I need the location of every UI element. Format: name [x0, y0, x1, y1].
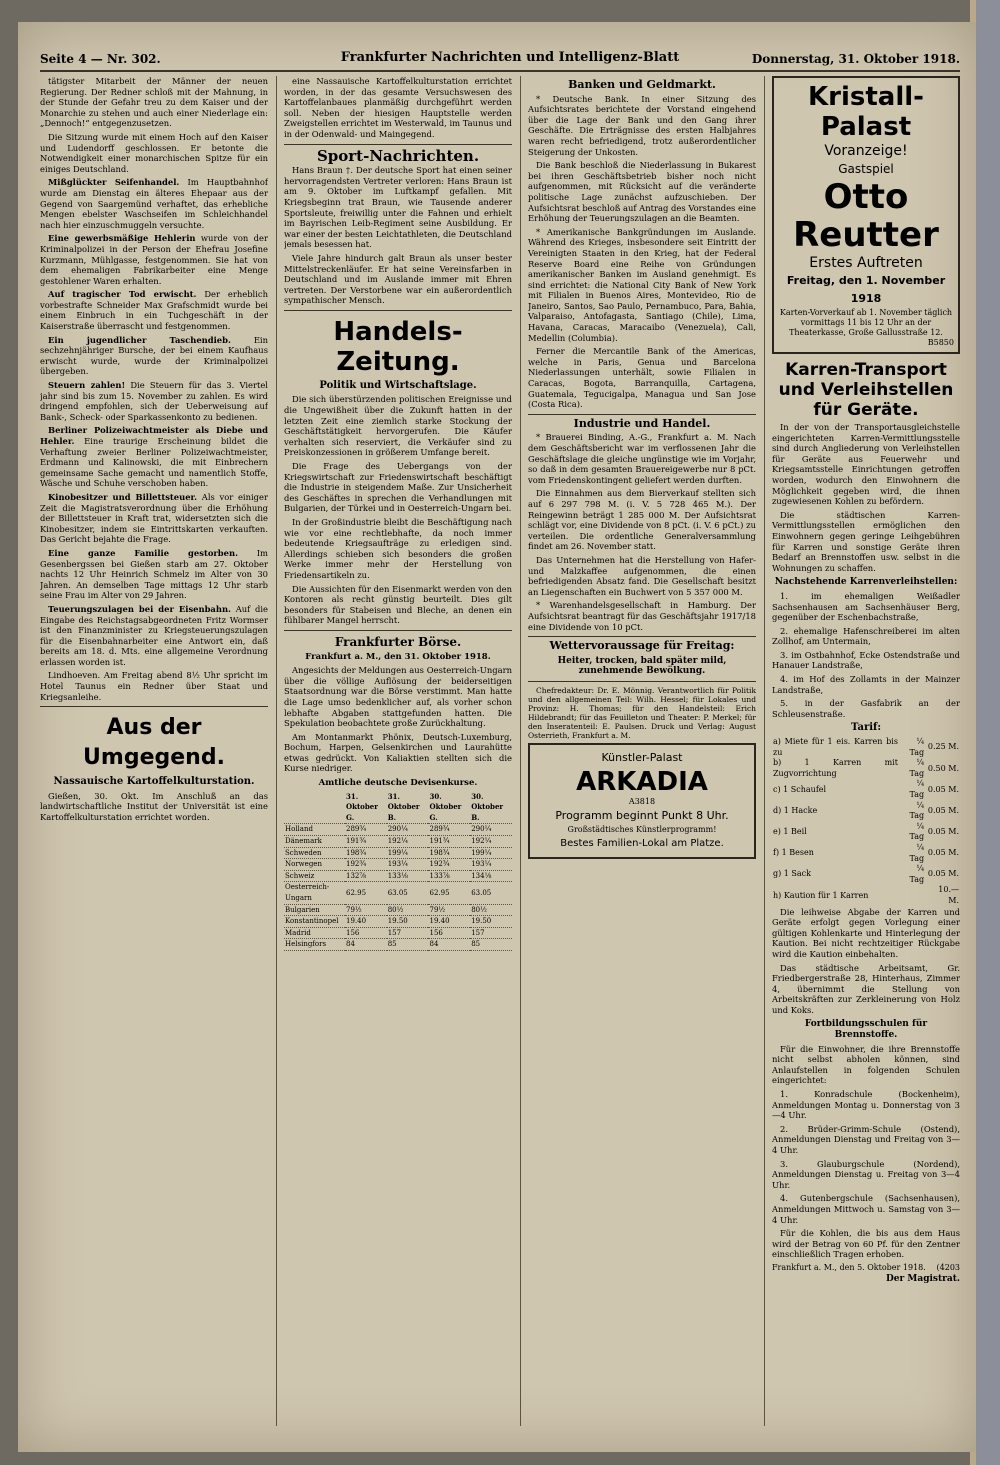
weather-forecast: Heiter, trocken, bald später mild, zunehmende Bewölkung.: [557, 655, 727, 677]
ad-programm-sub: Großstädtisches Künstlerprogramm!: [567, 824, 717, 834]
table-row: [284, 882, 512, 904]
article-text: Die Einnahmen aus dem Bierverkauf stellten sich auf 6 297 798 M. (i. V. 5 728 465 M.). Der Reingewinn beträgt 1 285 000 M. Der Aufsichtsrat schlägt vor, eine Dividende von 8 pCt. (i. V. 6 pCt.) zu verteilen. Die ordentliche Generalversammlung findet am 26. November statt.: [528, 488, 756, 552]
section-title-sport: Sport-Nachrichten.: [316, 146, 480, 165]
ad-freitag: Freitag, den 1. November 1918: [786, 274, 946, 305]
table-cell: 157: [470, 927, 512, 939]
table-row: [284, 916, 512, 928]
subsection-title: Nassauische Kartoffelkulturstation.: [53, 776, 255, 788]
item-heading: Auf tragischer Tod erwischt.: [48, 289, 197, 300]
devisen-col-header: 30. Oktober B.: [470, 792, 512, 824]
table-cell: Helsingfors: [284, 939, 345, 951]
article-text: Das städtische Arbeitsamt, Gr. Friedbergerstraße 28, Hinterhaus, Zimmer 4, übernimmt die Stellung von Arbeitskräften zur Zerkleinerung von Holz und Koks.: [772, 962, 960, 1015]
news-item: Auf tragischer Tod erwischt. Der erheblich vorbestrafte Schneider Max Grafschmidt wurde bei einem Einbruch in ein Tuchgeschäft in der Kaiserstraße überrascht und festgenommen.: [40, 289, 268, 332]
news-item: Berliner Polizeiwachtmeister als Diebe und Hehler. Eine traurige Erscheinung bildet die Verhaftung zweier Berliner Polizeiwachtmeister, Erdmann und Kalinowski, die mit Einbrechern gemeinsame Sache gemacht und namentlich Stoffe, Wäsche und Schuhe verschoben haben.: [40, 425, 268, 489]
list-item: 3. im Ostbahnhof, Ecke Ostendstraße und Hanauer Landstraße,: [772, 649, 960, 671]
divider: [528, 414, 756, 415]
table-cell: Norwegen: [284, 859, 345, 871]
divider: [284, 630, 512, 631]
sign-place: Frankfurt a. M., den 5. Oktober 1918.: [772, 1262, 926, 1272]
table-cell: ¼ Tag: [909, 758, 925, 778]
tarif-title: Tarif:: [850, 722, 882, 734]
item-heading: Ein jugendlicher Taschendieb.: [48, 334, 231, 345]
ad-arkadia: [528, 743, 756, 859]
article-text: Die leihweise Abgabe der Karren und Geräte erfolgt gegen Vorlegung einer gültigen Kohlenkarte und Hinterlegung der Kaution. Bei nicht rechtzeitiger Rückgabe wird die Kaution einbehalten.: [772, 906, 960, 959]
table-cell: 289¾: [428, 824, 470, 836]
table-cell: Bulgarien: [284, 904, 345, 916]
table-cell: 10.— M.: [938, 885, 959, 905]
table-cell: Dänemark: [284, 836, 345, 848]
article-text: Gießen, 30. Okt. Im Anschluß an das landwirtschaftliche Institut der Universität ist eine Kartoffelkulturstation errichtet worden.: [40, 790, 268, 823]
devisen-table: [284, 792, 512, 951]
list-item: 2. Brüder-Grimm-Schule (Ostend), Anmeldungen Dienstag und Freitag von 3—4 Uhr.: [772, 1123, 960, 1155]
table-cell: 19.50: [387, 916, 429, 928]
table-cell: d) 1 Hacke: [773, 805, 818, 815]
table-cell: 0.05 M.: [927, 805, 959, 815]
table-cell: 156: [345, 927, 387, 939]
section-title-boerse: Frankfurter Börse.: [334, 634, 462, 649]
article-text: Die Aussichten für den Eisenmarkt werden von den Kontoren als recht günstig beurteilt. Dies gilt besonders für Stabeisen und Bleche, an denen ein fühlbarer Mangel herrscht.: [284, 583, 512, 626]
ad-code: B5850: [927, 338, 954, 347]
article-text: Das Unternehmen hat die Herstellung von Hafer- und Malzkaffee aufgenommen, die einen befriedigenden Absatz fand. Die Gesellschaft besitzt an Liegenschaften ein Buchwert von 5 357 000 M.: [528, 554, 756, 597]
table-cell: 134⅛: [470, 870, 512, 882]
table-row: [772, 864, 960, 885]
ad-karten: Karten-Vorverkauf ab 1. November täglich vormittags 11 bis 12 Uhr an der Theaterkasse, Große Gallusstraße 12.: [779, 308, 953, 337]
table-cell: 192¼: [470, 836, 512, 848]
article-text: Die Sitzung wurde mit einem Hoch auf den Kaiser und Ludendorff geschlossen. Er betonte die Notwendigkeit einer monarchischen Spitze für ein einiges Deutschland.: [40, 131, 268, 174]
table-cell: 79½: [428, 904, 470, 916]
impressum: Chefredakteur: Dr. E. Mönnig. Verantwortlich für Politik und den allgemeinen Teil: Wilh. Hessel; für Lokales und Provinz: H. Thomas; für den Handelsteil: Erich Hildebrandt; für das Feuilleton und Theater: P. Merkel; für den Inseratenteil: E. Paulsen. Druck und Verlag: August Osterrieth, Frankfurt a. M.: [528, 685, 756, 740]
table-cell: f) 1 Besen: [773, 848, 814, 858]
table-cell: 0.50 M.: [927, 763, 959, 773]
article-text: Hans Braun †. Der deutsche Sport hat einen seiner hervorragendsten Vertreter verloren: Hans Braun ist am 9. Oktober im Luftkampf gefallen. Mit Kriegsbeginn trat Braun, wie Tausende anderer Sportsleute, freiwillig unter die Fahnen und erhielt im Bayrischen Leib-Regiment seine Ausbildung. Er war einer der besten Leichtathleten, die Deutschland jemals besessen hat.: [284, 165, 512, 250]
table-row: [284, 836, 512, 848]
table-row: [772, 758, 960, 779]
table-cell: 84: [345, 939, 387, 951]
article-text: * Amerikanische Bankgründungen im Auslande. Während des Krieges, insbesondere seit Eintritt der Vereinigten Staaten in den Krieg, hat der Federal Reserve Board eine Reihe von Gründungen amerikanischer Banken im Ausland genehmigt. Es sind errichtet: die National City Bank of New York mit Filialen in Buenos Aires, Montevideo, Rio de Janeiro, Santos, Sao Paulo, Pernambuco, Para, Bahia, Valparaiso, Antofagasta, Santiago (Chile), Lima, Havana, Caracas, Maracaibo (Venezuela), Cali, Medellin (Columbia).: [528, 226, 756, 343]
table-row: [772, 779, 960, 800]
item-heading: Eine gewerbsmäßige Hehlerin: [48, 233, 196, 244]
table-cell: 62.95: [345, 882, 387, 904]
ad-kristall-palast: [772, 76, 960, 354]
list-item: 1. Konradschule (Bockenheim), Anmeldungen Montag u. Donnerstag von 3—4 Uhr.: [772, 1089, 960, 1121]
table-cell: 199¼: [387, 847, 429, 859]
table-row: [284, 859, 512, 871]
list-item: 5. in der Gasfabrik an der Schleusenstraße.: [772, 698, 960, 719]
table-cell: b) 1 Karren mit Zugvorrichtung: [773, 758, 898, 778]
item-heading: Mißglückter Seifenhandel.: [48, 177, 180, 188]
table-cell: ¼ Tag: [909, 842, 925, 863]
subsection-title: Politik und Wirtschaftslage.: [319, 379, 477, 391]
item-heading: Steuern zahlen!: [48, 380, 126, 391]
table-cell: 198¾: [428, 847, 470, 859]
article-text: Angesichts der Meldungen aus Oesterreich-Ungarn über die völlige Auflösung der beiderseitigen Staatsordnung war die Börse verstimmt. Man hatte die Lage umso bedenklicher auf, als vorher schon lebhafte Abgaben stattgefunden hatten. Die Spekulation beobachtete große Zurückhaltung.: [284, 665, 512, 729]
tarif-table: [772, 737, 960, 907]
table-cell: 191¾: [345, 836, 387, 848]
article-text: Die sich überstürzenden politischen Ereignisse und die Ungewißheit über die Zukunft hatten in der letzten Zeit eine ziemlich starke Stockung der Geschäftstätigkeit hervorgerufen. Die Käufer verhalten sich reserviert, die Verkäufer sind zu Preiskonzessionen in größerem Umfange bereit.: [284, 394, 512, 458]
section-title-industrie: Industrie und Handel.: [573, 416, 711, 430]
news-item: Steuern zahlen! Die Steuern für das 3. Viertel jahr sind bis zum 15. November zu zahlen. Es wird dringend empfohlen, sich der Ueberweisung auf Bank-, Scheck- oder Sparkassenkonto zu bedienen.: [40, 380, 268, 422]
divider: [528, 681, 756, 682]
table-cell: 193¼: [387, 859, 429, 871]
table-row: [284, 904, 512, 916]
signature-line: [772, 1263, 960, 1274]
devisen-col-header: 31. Oktober G.: [345, 792, 387, 824]
ad-voranzeige: Voranzeige!: [824, 143, 908, 159]
news-item: Mißglückter Seifenhandel. Im Hauptbahnhof wurde am Dienstag ein älteres Ehepaar aus der Gegend von Saargemünd verhaftet, das erhebliche Mengen ebelster Waschseifen im Schleichhandel nach hier einzuschmuggeln versuchte.: [40, 177, 268, 230]
article-text: * Warenhandelsgesellschaft in Hamburg. Der Aufsichtsrat beantragt für das Geschäftsjahr 1917/18 eine Dividende von 10 pCt.: [528, 600, 756, 632]
section-title-umgegend: Aus der Umgegend.: [83, 715, 225, 771]
article-text: In der von der Transportausgleichstelle eingerichteten Karren-Vermittlungsstelle sind durch Angliederung von Verleihstellen für Geräte aus Feuerwehr und Kriegsamtsstelle Einrichtungen getroffen worden, wodurch den Einwohnern die Möglichkeit gegeben wird, die ihnen zugewiesenen Kohlen zu befördern.: [772, 422, 960, 507]
table-row: [284, 847, 512, 859]
table-cell: 84: [428, 939, 470, 951]
divider: [528, 636, 756, 637]
table-cell: 85: [387, 939, 429, 951]
devisen-title: Amtliche deutsche Devisenkurse.: [318, 778, 478, 789]
table-row: [772, 822, 960, 843]
news-item: Ein jugendlicher Taschendieb. Ein sechzehnjähriger Bursche, der bei einem Kaufhaus erwischt wurde, wurde der Kriminalpolizei übergeben.: [40, 334, 268, 377]
list-item: 4. im Hof des Zollamts in der Mainzer Landstraße,: [772, 674, 960, 695]
table-cell: 19.40: [345, 916, 387, 928]
table-cell: Schweden: [284, 847, 345, 859]
devisen-body: [284, 824, 512, 951]
table-cell: 0.05 M.: [927, 784, 959, 794]
boerse-date: Frankfurt a. M., den 31. Oktober 1918.: [305, 651, 491, 662]
devisen-header-row: [284, 792, 512, 824]
table-cell: 0.05 M.: [927, 848, 959, 858]
ad-programm: Programm beginnt Punkt 8 Uhr.: [555, 808, 729, 822]
column-rule-2: [520, 76, 521, 1426]
section-title-banken: Banken und Geldmarkt.: [568, 78, 716, 91]
table-cell: ¼ Tag: [909, 779, 925, 799]
weather-title: Wettervoraussage für Freitag:: [549, 639, 735, 653]
masthead: Frankfurter Nachrichten und Intelligenz-Blatt: [340, 50, 680, 65]
book-binding-edge: [976, 0, 1000, 1465]
article-text: * Brauerei Binding, A.-G., Frankfurt a. M. Nach dem Geschäftsbericht war im verflossenen Jahr die Geschäftslage die gleiche ungünstige wie im Vorjahr, so daß in dem gesamten Brauereigewerbe nur 8 pCt. vom Friedenskontingent geliefert werden durften.: [528, 432, 756, 485]
table-cell: Schweiz: [284, 870, 345, 882]
ad-arkadia-title: ARKADIA: [576, 766, 708, 797]
table-cell: 85: [470, 939, 512, 951]
article-text: Lindhoeven. Am Freitag abend 8½ Uhr spricht im Hotel Taunus ein Redner über Staat und Kriegsanleihe.: [40, 670, 268, 702]
table-cell: 19.40: [428, 916, 470, 928]
table-cell: 62.95: [428, 882, 470, 904]
table-cell: ¼ Tag: [909, 821, 925, 842]
table-cell: 0.25 M.: [927, 742, 959, 752]
list-item: 4. Gutenbergschule (Sachsenhausen), Anmeldungen Mittwoch u. Samstag von 3—4 Uhr.: [772, 1193, 960, 1225]
table-cell: Holland: [284, 824, 345, 836]
column-2: [284, 76, 512, 1426]
issue-date: Donnerstag, 31. Oktober 1918.: [751, 52, 960, 66]
ad-otto-reutter: Otto Reutter: [793, 177, 939, 255]
ad-code: A3818: [628, 796, 656, 806]
column-4: [772, 76, 960, 1426]
devisen-col-header: 31. Oktober B.: [387, 792, 429, 824]
item-heading: Eine ganze Familie gestorben.: [48, 547, 239, 558]
table-cell: 192¼: [387, 836, 429, 848]
table-cell: 192¾: [345, 859, 387, 871]
table-cell: ¼ Tag: [909, 864, 925, 884]
devisen-col-header: [284, 792, 345, 824]
section-title-handels: Handels-Zeitung.: [333, 316, 463, 377]
table-row: [772, 885, 960, 906]
table-cell: a) Miete für 1 eis. Karren bis zu: [773, 737, 898, 757]
news-item: Teuerungszulagen bei der Eisenbahn. Auf die Eingabe des Reichstagsabgeordneten Fritz Wormser ist den Finanzminister zu Kriegsteuerungszulagen für die Eisenbahnarbeiter eine Antwort ein, daß bereits am 18. d. Mts. eine allgemeine Verordnung erlassen worden ist.: [40, 603, 268, 667]
table-cell: Konstantinopel: [284, 916, 345, 928]
table-cell: 198¾: [345, 847, 387, 859]
item-heading: Teuerungszulagen bei der Eisenbahn.: [48, 603, 231, 614]
article-text: Ferner die Mercantile Bank of the Americas, welche in Paris, Genua und Barcelona Niederlassungen unterhält, sowie Filialen in Caracas, Bogota, Barranquilla, Cartagena, Guatemala, Tegucigalpa, Managua und San Jose (Costa Rica).: [528, 346, 756, 410]
page-number: Seite 4 — Nr. 302.: [40, 52, 161, 66]
divider: [284, 310, 512, 311]
table-cell: g) 1 Sack: [773, 869, 811, 879]
table-cell: 0.05 M.: [927, 869, 959, 879]
table-cell: 133⅛: [387, 870, 429, 882]
article-text: Die Frage des Uebergangs von der Kriegswirtschaft zur Friedenswirtschaft beschäftigt die Industrie in steigendem Maße. Zur Unsicherheit des Geschäftes in sprechen die Verhandlungen mit Bulgarien, der Türkei und in Oesterreich-Ungarn bei.: [284, 461, 512, 514]
table-cell: 63.05: [470, 882, 512, 904]
table-cell: 199¼: [470, 847, 512, 859]
table-cell: 63.05: [387, 882, 429, 904]
article-text: Viele Jahre hindurch galt Braun als unser bester Mittelstreckenläufer. Er hat seine Vereinsfarben in Deutschland und im Auslande immer mit Ehren vertreten. Der Verstorbene war ein außerordentlich sympathischer Mensch.: [284, 252, 512, 306]
ad-gastspiel: Gastspiel: [838, 162, 894, 176]
news-item: Eine ganze Familie gestorben. Im Gesenbergssen bei Gießen starb am 27. Oktober nachts 12 Uhr Heinrich Schmelz im Alter von 30 Jahren. An demselben Tage mittags 12 Uhr starb seine Frau im Alter von 29 Jahren.: [40, 547, 268, 601]
table-cell: 19.50: [470, 916, 512, 928]
table-cell: 80½: [470, 904, 512, 916]
table-row: [772, 843, 960, 864]
table-cell: 79½: [345, 904, 387, 916]
article-text: Am Montanmarkt Phönix, Deutsch-Luxemburg, Bochum, Harpen, Gelsenkirchen und Laurahütte etwas gedrückt. Von Kaliaktien stellten sich die Kurse niedriger.: [284, 731, 512, 774]
article-text: Die städtischen Karren-Vermittlungsstellen ermöglichen den Einwohnern gegen geringe Leihgebühren für Karren und sonstige Geräte ihren Bedarf an Brennstoffen usw. selbst in die Wohnungen zu schaffen.: [772, 509, 960, 573]
column-rule-3: [764, 76, 765, 1426]
table-cell: 289¾: [345, 824, 387, 836]
schulen-list: [772, 1089, 960, 1225]
table-cell: Oesterreich-Ungarn: [284, 882, 345, 904]
article-text: In der Großindustrie bleibt die Beschäftigung nach wie vor eine rechtlebhafte, da noch immer bedeutende Kriegsaufträge zu erledigen sind. Allerdings schieben sich besonders die großen Werke immer mehr der Herstellung von Friedensartikeln zu.: [284, 517, 512, 580]
news-item: Eine gewerbsmäßige Hehlerin wurde von der Kriminalpolizei in der Person der Ehefrau Josefine Kurzmann, Mühlgasse, festgenommen. Sie hat von dem ehemaligen Fabrikarbeiter eine Menge gestohlener Waren erhalten.: [40, 233, 268, 286]
table-cell: 157: [387, 927, 429, 939]
item-heading: Berliner Polizeiwachtmeister als Diebe und Hehler.: [40, 425, 268, 446]
article-text: Für die Einwohner, die ihre Brennstoffe nicht selbst abholen können, sind Anlaufstellen in folgenden Schulen eingerichtet:: [772, 1043, 960, 1086]
sign-name: Der Magistrat.: [886, 1273, 960, 1284]
table-row: [772, 801, 960, 822]
list-item: 3. Glauburgschule (Nordend), Anmeldungen Dienstag u. Freitag von 3—4 Uhr.: [772, 1158, 960, 1190]
devisen-col-header: 30. Oktober G.: [428, 792, 470, 824]
table-cell: [899, 885, 925, 906]
table-cell: c) 1 Schaufel: [773, 784, 827, 794]
table-cell: 290¼: [470, 824, 512, 836]
page-header: [40, 46, 960, 72]
table-row: [772, 737, 960, 758]
table-cell: ¼ Tag: [909, 737, 925, 757]
table-cell: Madrid: [284, 927, 345, 939]
table-cell: e) 1 Beil: [773, 827, 807, 837]
table-cell: 290¼: [387, 824, 429, 836]
section-title-karren: Karren-Transport und Verleihstellen für Geräte.: [778, 360, 954, 420]
ad-familien: Bestes Familien-Lokal am Platze.: [560, 837, 724, 849]
table-row: [284, 927, 512, 939]
table-cell: 132⅞: [345, 870, 387, 882]
fortbildung-title: Fortbildungsschulen für Brennstoffe.: [804, 1019, 928, 1041]
table-cell: 0.05 M.: [927, 827, 959, 837]
column-1: [40, 76, 268, 1426]
stellen-title: Nachstehende Karrenverleihstellen:: [774, 577, 958, 588]
list-item: 2. ehemalige Hafenschreiberei im alten Zollhof, am Untermain,: [772, 625, 960, 647]
item-heading: Kinobesitzer und Billettsteuer.: [48, 491, 198, 502]
ad-kuenstler-palast: Künstler-Palast: [601, 750, 683, 764]
divider: [284, 144, 512, 145]
article-text: Für die Kohlen, die bis aus dem Haus wird der Betrag von 60 Pf. für den Zentner einschließlich Tragen erhoben.: [772, 1228, 960, 1260]
table-cell: 193¼: [470, 859, 512, 871]
ad-kristall-title: Kristall-Palast: [808, 82, 924, 142]
article-text: tätigster Mitarbeit der Männer der neuen Regierung. Der Redner schloß mit der Mahnung, in der Stunde der Gefahr treu zu dem Kaiser und der Monarchie zu stehen und auch einer Niederlage ein: „Dennoch!“ entgegenzusetzen.: [40, 76, 268, 129]
table-cell: 80½: [387, 904, 429, 916]
divider: [40, 706, 268, 707]
table-row: [284, 939, 512, 951]
news-item: Kinobesitzer und Billettsteuer. Als vor einiger Zeit die Magistratsverordnung über die Erhöhung der Billettsteuer in Kraft trat, widersetzten sich die Kinobesitzer, indem sie Eintrittskarten verkauften. Das Gericht bejahte die Frage.: [40, 491, 268, 545]
table-cell: ¼ Tag: [909, 800, 925, 821]
table-row: [284, 824, 512, 836]
table-cell: 191¾: [428, 836, 470, 848]
table-cell: 133⅞: [428, 870, 470, 882]
table-cell: 192¾: [428, 859, 470, 871]
article-text: eine Nassauische Kartoffelkulturstation errichtet worden, in der das gesamte Versuchswesen des Kartoffelanbaues planmäßig durchgeführt werden soll. Neben der hiesigen Hauptstelle werden Zweigstellen errichtet im Westerwald, im Taunus und in der Odenwald- und Maingegend.: [284, 76, 512, 139]
list-item: 1. im ehemaligen Weißadler Sachsenhausen am Sachsenhäuser Berg, gegenüber der Eschenbachstraße,: [772, 590, 960, 623]
column-rule-1: [276, 76, 277, 1426]
ad-erstes: Erstes Auftreten: [809, 255, 923, 271]
article-text: Die Bank beschloß die Niederlassung in Bukarest bei ihren Geschäftsbetrieb bisher noch nicht aufgenommen, mit Rücksicht auf die veränderte politische Lage zunächst aufzuschieben. Der Aufsichtsrat beschloß auf Antrag des Vorstandes eine Erhöhung der Teuerungszulagen an die Beamten.: [528, 160, 756, 224]
sign-code: (4203: [936, 1262, 960, 1272]
table-cell: 156: [428, 927, 470, 939]
column-3: [528, 76, 756, 1426]
stellen-list: [772, 591, 960, 720]
article-text: * Deutsche Bank. In einer Sitzung des Aufsichtsrates berichtete der Vorstand eingehend über die Lage der Bank und den Gang ihrer Geschäfte. Die Erträgnisse des ersten Halbjahres waren recht befriedigend, trotz außerordentlicher Steigerung der Unkosten.: [528, 93, 756, 157]
table-row: [284, 870, 512, 882]
table-cell: h) Kaution für 1 Karren: [773, 890, 869, 900]
